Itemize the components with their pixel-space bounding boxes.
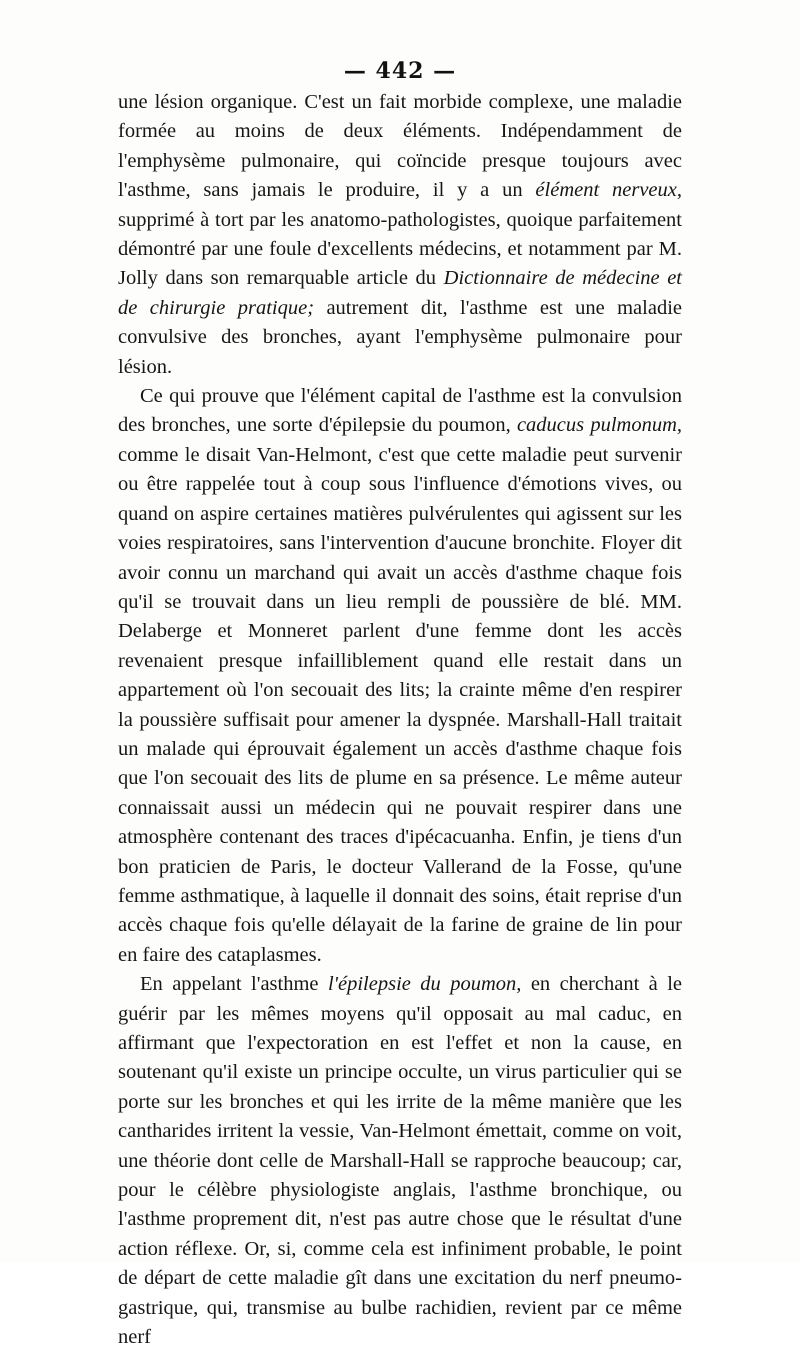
text-run: en cherchant à le guérir par les mêmes moyens qu'il opposait au mal caduc, en affirmant que l'expectoration en est l'effet et non la cause, en soutenant qu'il existe un principe occulte, un virus particulier qui se porte sur les bronches et qui les irrite de la même manière que les cantharides irritent la vessie, Van-Helmont émettait, comme on voit, une théorie dont celle de Marshall-Hall se rapproche beaucoup; car, pour le célèbre physiologiste anglais, l'asthme bronchique, ou l'asthme proprement dit, n'est pas autre chose que le résultat d'une action réflexe. Or, si, comme cela est infiniment probable, le point de départ de cette maladie gît dans une excitation du nerf pneumo-gastrique, qui, transmise au bulbe rachidien, revient par ce même nerf bbox=[118, 973, 682, 1349]
text-run: supprimé à tort par les anatomo-pathologistes, quoique parfaitement démontré par une foule d'excellents médecins, et notamment par M. Jolly dans son remarquable article du bbox=[118, 208, 682, 290]
italic-run: élément nerveux, bbox=[535, 179, 682, 202]
text-run: Ce qui prouve que l'élément capital de l'asthme est la convulsion des bronches, une sorte d'épilepsie du poumon, bbox=[118, 385, 682, 437]
text-run: En appelant l'asthme bbox=[140, 973, 328, 996]
paragraph-3 bbox=[118, 970, 682, 1352]
paragraph-2 bbox=[118, 382, 682, 970]
paragraph-1 bbox=[118, 88, 682, 382]
text-run: une lésion organique. C'est un fait morbide complexe, une maladie formée au moins de deux éléments. Indépendamment de l'emphysème pulmonaire, qui coïncide presque toujours avec l'asthme, sans jamais le produire, il y a un bbox=[118, 91, 682, 202]
text-run: autrement dit, l'asthme est une maladie convulsive des bronches, ayant l'emphysème pulmonaire pour lésion. bbox=[118, 296, 682, 378]
text-run: comme le disait Van-Helmont, c'est que cette maladie peut survenir ou être rappelée tout à coup sous l'influence d'émotions vives, ou quand on aspire certaines matières pulvérulentes qui agissent sur les voies respiratoires, sans l'intervention d'aucune bronchite. Floyer dit avoir connu un marchand qui avait un accès d'asthme chaque fois qu'il se trouvait dans un lieu rempli de poussière de blé. MM. Delaberge et Monneret parlent d'une femme dont les accès revenaient presque infailliblement quand elle restait dans un appartement où l'on secouait des lits; la crainte même d'en respirer la poussière suffisait pour amener la dyspnée. Marshall-Hall traitait un malade qui éprouvait également un accès d'asthme chaque fois que l'on secouait des lits de plume en sa présence. Le même auteur connaissait aussi un médecin qui ne pouvait respirer dans une atmosphère contenant des traces d'ipécacuanha. Enfin, je tiens d'un bon praticien de Paris, le docteur Vallerand de la Fosse, qu'une femme asthmatique, à laquelle il donnait des soins, était reprise d'un accès chaque fois qu'elle délayait de la farine de graine de lin pour en faire des cataplasmes. bbox=[118, 443, 682, 966]
italic-run: l'épilepsie du poumon, bbox=[327, 973, 522, 996]
body-text bbox=[118, 88, 682, 1352]
italic-run: Dictionnaire de médecine et de chirurgie pratique; bbox=[118, 267, 683, 319]
italic-run: caducus pulmonum, bbox=[516, 414, 682, 437]
page-number: — 442 — bbox=[343, 58, 457, 84]
